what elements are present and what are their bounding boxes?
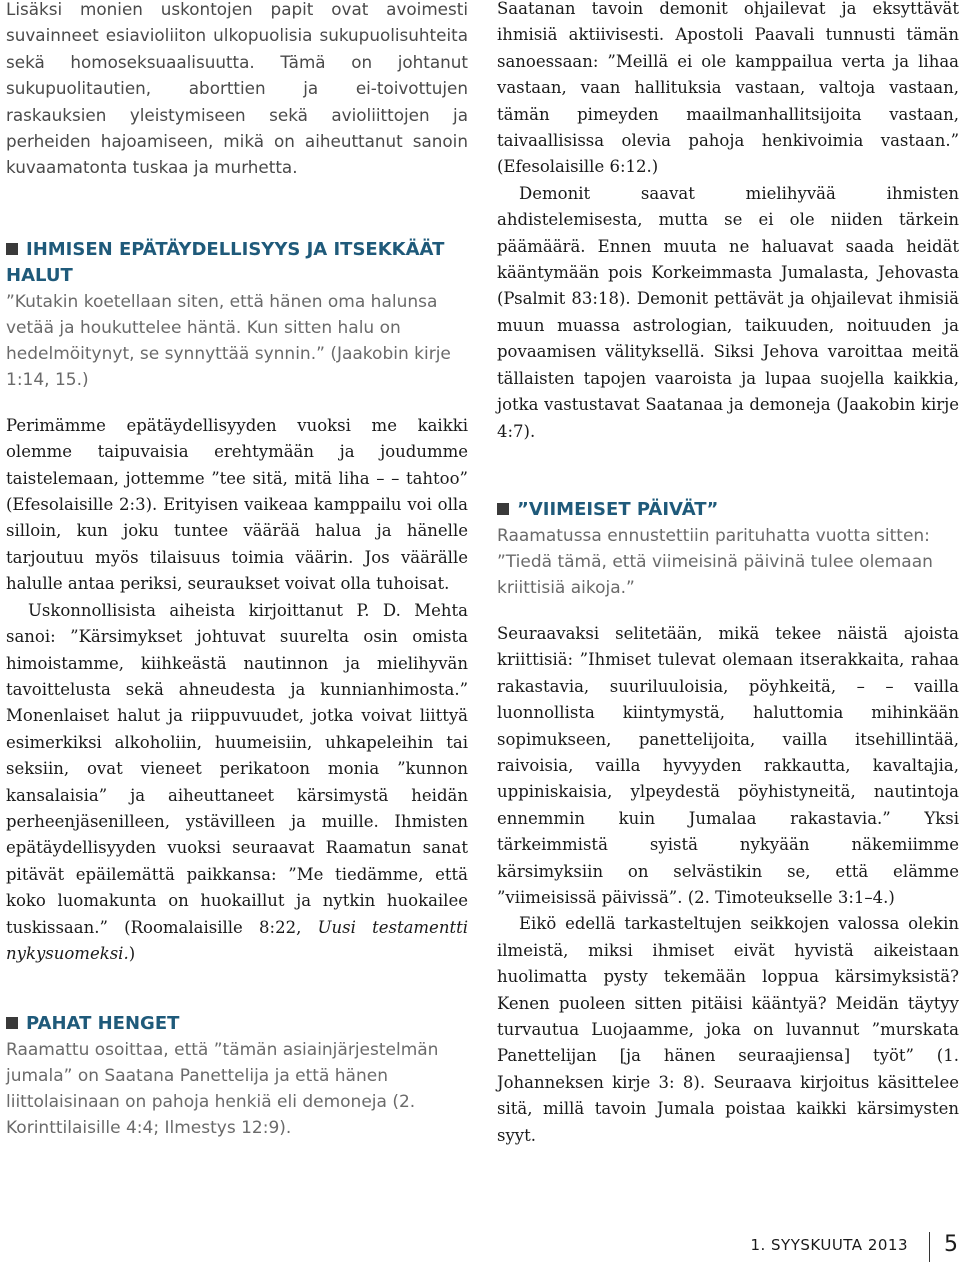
paragraph: Demonit saavat mielihyvää ihmisten ahdistelemisesta, mutta se ei ole niiden tärkein päämäärä. Ennen muuta ne haluavat saada heidät kääntymään pois Korkeimmasta Jumalasta, Jehovasta (Psalmit 83:18). Demonit pettävät ja ohjailevat ihmisiä muun muassa astrologian, taikuuden, noituuden ja povaamisen välityksellä. Siksi Jehova varoittaa meitä tällaisten tapojen vaaroista ja lupaa suojella kaikkia, jotka vastustavat Saatanaa ja demoneja (Jaakobin kirje 4:7).: [497, 183, 959, 441]
section-heading: ”VIIMEISET PÄIVÄT”: [497, 497, 959, 523]
issue-date: 1. SYYSKUUTA 2013: [750, 1236, 908, 1254]
right-column: [497, 0, 959, 1149]
page-number: 5: [944, 1232, 958, 1257]
section-imperfection: [6, 237, 468, 968]
paragraph: Perimämme epätäydellisyyden vuoksi me kaikki olemme taipuvaisia erehtymään ja joudumme taistelemaan, jottemme ”tee sitä, mitä liha – – tahtoo” (Efesolaisille 2:3). Erityisen vaikeaa kamppailu voi olla silloin, kun joku tuntee väärää halua ja hänelle tarjoutuu myös tilaisuus toimia väärin. Jos väärälle halulle antaa periksi, seuraukset voivat olla tuhoisat.: [6, 415, 468, 594]
square-bullet-icon: [6, 243, 18, 255]
section-evil-spirits: [6, 1011, 468, 1141]
section-lead: Raamattu osoittaa, että ”tämän asiainjärjestelmän jumala” on Saatana Panettelija ja että hänen liittolaisinaan on pahoja henkiä eli demoneja (2. Korinttilaisille 4:4; Ilmestys 12:9).: [6, 1040, 439, 1139]
page-footer: [700, 1232, 960, 1262]
paragraph: Saatanan tavoin demonit ohjailevat ja eksyttävät ihmisiä aktiivisesti. Apostoli Paavali tunnusti tämän sanoessaan: ”Meillä ei ole kamppailua verta ja lihaa vastaan, vaan hallituksia vastaan, valtoja vastaan, tämän pimeyden maailmanhallitsijoita vastaan, taivaallisissa olevia pahoja henkivoimia vastaan.” (Efesolaisille 6:12.): [497, 0, 959, 177]
left-column: [6, 0, 468, 1141]
footer-divider: [929, 1232, 930, 1262]
paragraph: Eikö edellä tarkasteltujen seikkojen valossa olekin ilmeistä, miksi ihmiset eivät hyvistä aikeistaan huolimatta pysty tekemään loppua kärsimyksistä? Kenen puoleen sitten pitäisi kääntyä? Meidän täytyy turvautua Luojaamme, joka on luvannut ”murskata Panettelijan [ja hänen seuraajiensa] työt” (1. Johanneksen kirje 3: 8). Seuraava kirjoitus käsittelee sitä, millä tavoin Jumala poistaa kaikki kärsimysten syyt.: [497, 914, 959, 1145]
section-lead: ”Kutakin koetellaan siten, että hänen oma halunsa vetää ja houkuttelee häntä. Kun sitten halu on hedelmöitynyt, se synnyttää synnin.” (Jaakobin kirje 1:14, 15.): [6, 291, 451, 390]
intro-text: Lisäksi monien uskontojen papit ovat avoimesti suvainneet esiavioliiton ulkopuolisia sukupuolisuhteita sekä homoseksuaalisuutta. Tämä on johtanut sukupuolitautien, aborttien ja ei-toivottujen raskauksien yleistymiseen sekä avioliittojen ja perheiden hajoamiseen, mikä on aiheuttanut sanoin kuvaamatonta tuskaa ja murhetta.: [6, 0, 468, 178]
section-last-days: [497, 497, 959, 1149]
section-lead: Raamatussa ennustettiin parituhatta vuotta sitten: ”Tiedä tämä, että viimeisinä päivinä tulee olemaan kriittisiä aikoja.”: [497, 525, 933, 598]
paragraph: Uskonnollisista aiheista kirjoittanut P. D. Mehta sanoi: ”Kärsimykset johtuvat suurelta osin omista himoistamme, kiihkeästä nautinnon ja mielihyvän tavoittelusta sekä ahneudesta ja kunnianhimosta.” Monenlaiset halut ja riippuvuudet, jotka voivat liittyä esimerkiksi alkoholiin, huumeisiin, uhkapeleihin tai seksiin, ovat vieneet perikatoon monia ”kunnon kansalaisia” ja aiheuttaneet kärsimystä heidän perheenjäsenilleen, ystävilleen ja muille. Ihmisten epätäydellisyyden vuoksi seuraavat Raamatun sanat pitävät epäilemättä paikkansa: ”Me tiedämme, että koko luomakunta on huokaillut ja nytkin huokailee tuskissaan.” (Roomalaisille 8:22, Uusi testamentti nykysuomeksi.): [6, 600, 468, 963]
section-heading: IHMISEN EPÄTÄYDELLISYYS JA ITSEKKÄÄT HALUT: [6, 238, 445, 286]
square-bullet-icon: [497, 503, 509, 515]
square-bullet-icon: [6, 1017, 18, 1029]
paragraph: Seuraavaksi selitetään, mikä tekee näistä ajoista kriittisiä: ”Ihmiset tulevat olemaan itserakkaita, rahaa rakastavia, suuriluuloisia, pöyhkeitä, – – vailla luonnollista kiintymystä, haluttomia mihinkään sopimukseen, panettelijoita, vailla itsehillintää, raivoisia, vailla hyvyyden rakkautta, kavaltajia, uppiniskaisia, ylpeydestä pöyhistyneitä, nautintoja ennemmin kuin Jumalaa rakastavia.” Yksi tärkeimmistä syistä nykyään näkemiimme kärsimyksiin on selvästikin se, että elämme ”viimeisissä päivissä”. (2. Timoteukselle 3:1–4.): [497, 623, 959, 907]
section-heading: PAHAT HENGET: [6, 1011, 468, 1037]
